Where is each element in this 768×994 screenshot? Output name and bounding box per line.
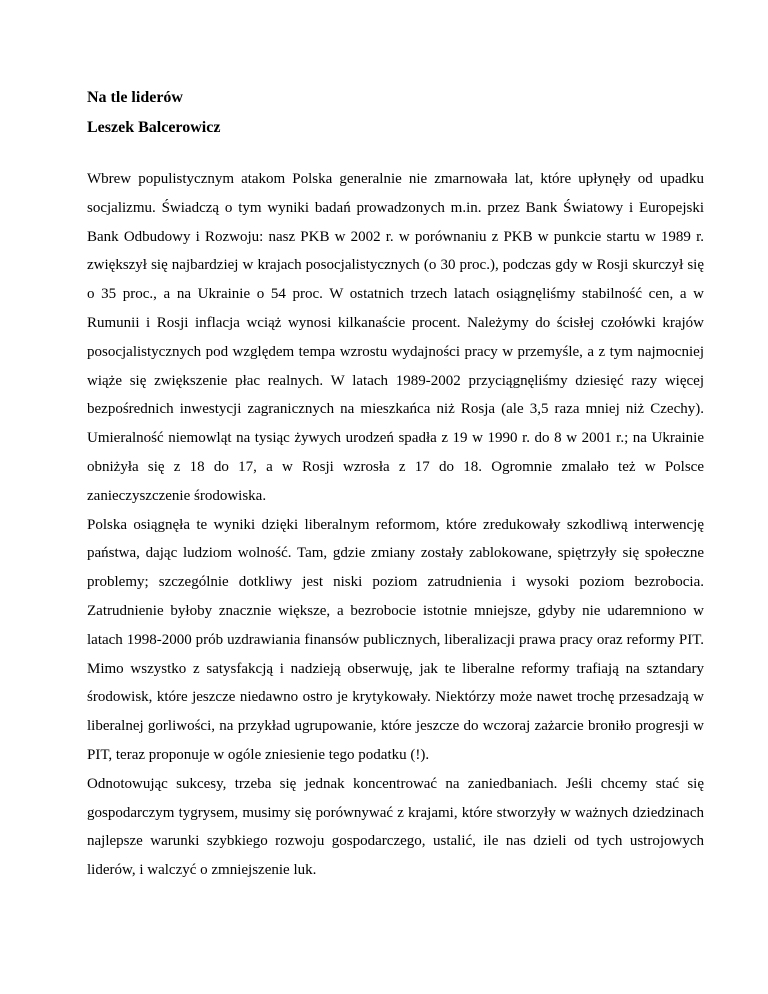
article-author: Leszek Balcerowicz — [87, 119, 221, 136]
article-paragraph-2: Polska osiągnęła te wyniki dzięki liberalnym reformom, które zredukowały szkodliwą interwencję państwa, dając ludziom wolność. Tam, gdzie zmiany zostały zablokowane, spiętrzyły się społeczne problemy; szczególnie dotkliwy jest niski poziom zatrudnienia i wysoki poziom bezrobocia. Zatrudnienie byłoby znacznie większe, a bezrobocie istotnie mniejsze, gdyby nie udaremniono w latach 1998-2000 prób uzdrawiania finansów publicznych, liberalizacji prawa pracy oraz reformy PIT. Mimo wszystko z satysfakcją i nadzieją obserwuję, jak te liberalne reformy trafiają na sztandary środowisk, które jeszcze niedawno ostro je krytykowały. Niektórzy może nawet trochę przesadzają w liberalnej gorliwości, na przykład ugrupowanie, które jeszcze do wczoraj zażarcie broniło progresji w PIT, teraz proponuje w ogóle zniesienie tego podatku (!). — [87, 516, 704, 763]
article-paragraph-1: Wbrew populistycznym atakom Polska generalnie nie zmarnowała lat, które upłynęły od upadku socjalizmu. Świadczą o tym wyniki badań prowadzonych m.in. przez Bank Światowy i Europejski Bank Odbudowy i Rozwoju: nasz PKB w 2002 r. w porównaniu z PKB w punkcie startu w 1989 r. zwiększył się najbardziej w krajach posocjalistycznych (o 30 proc.), podczas gdy w Rosji skurczył się o 35 proc., a na Ukrainie o 54 proc. W ostatnich trzech latach osiągnęliśmy stabilność cen, a w Rumunii i Rosji inflacja wciąż wynosi kilkanaście procent. Należymy do ścisłej czołówki krajów posocjalistycznych pod względem tempa wzrostu wydajności pracy w przemyśle, a z tym najmocniej wiąże się zwiększenie płac realnych. W latach 1989-2002 przyciągnęliśmy dziesięć razy więcej bezpośrednich inwestycji zagranicznych na mieszkańca niż Rosja (ale 3,5 raza mniej niż Czechy). Umieralność niemowląt na tysiąc żywych urodzeń spadła z 19 w 1990 r. do 8 w 2001 r.; na Ukrainie obniżyła się z 18 do 17, a w Rosji wzrosła z 17 do 18. Ogromnie zmalało też w Polsce zanieczyszczenie środowiska. — [87, 171, 704, 504]
article-title: Na tle liderów — [87, 89, 183, 106]
article-paragraph-3: Odnotowując sukcesy, trzeba się jednak koncentrować na zaniedbaniach. Jeśli chcemy stać się gospodarczym tygrysem, musimy się porównywać z krajami, które stworzyły w ważnych dziedzinach najlepsze warunki szybkiego rozwoju gospodarczego, ustalić, ile nas dzieli od tych ustrojowych liderów, i walczyć o zmniejszenie luk. — [87, 775, 704, 879]
document-page — [87, 83, 704, 885]
